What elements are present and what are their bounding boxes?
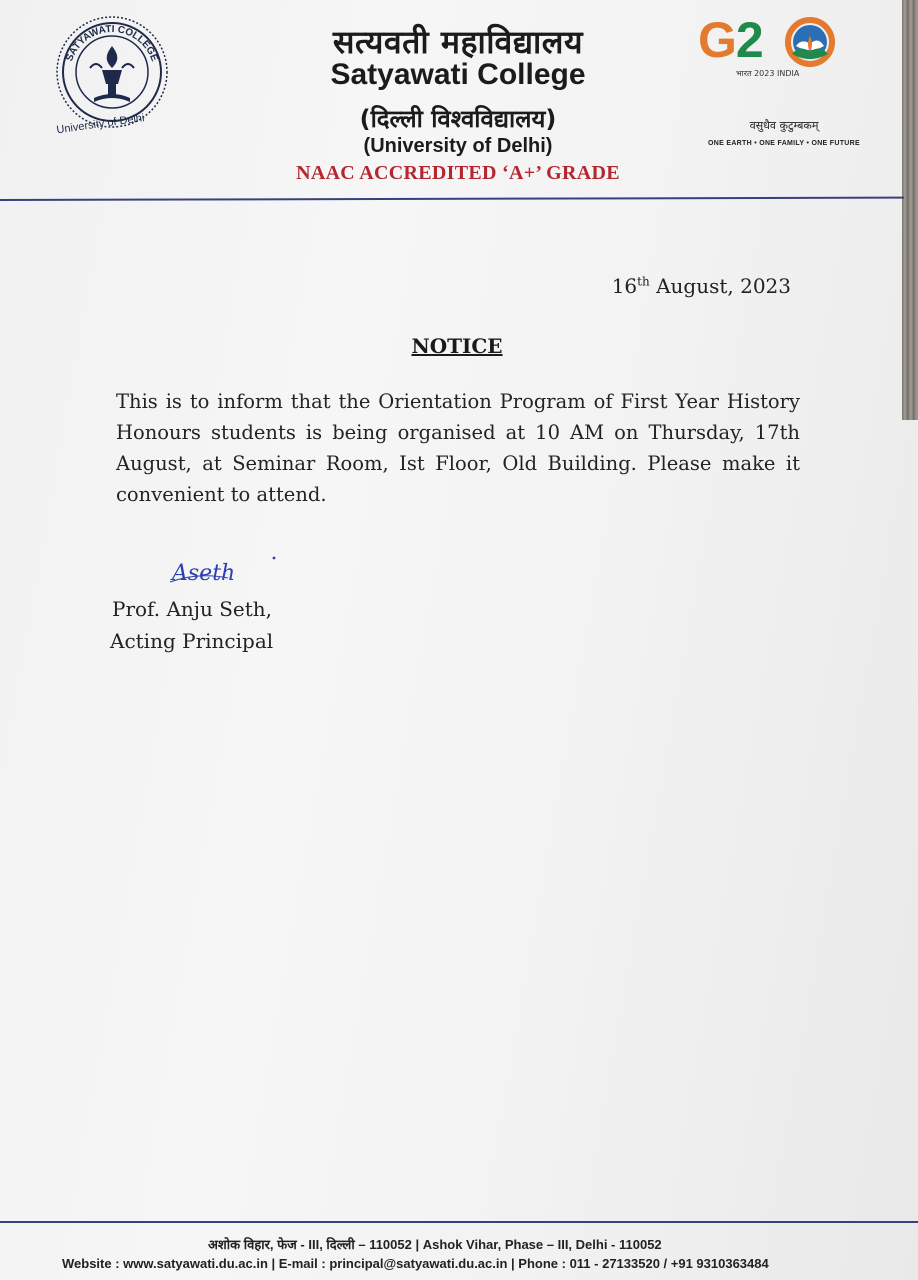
g20-globe-lotus-icon bbox=[782, 14, 838, 70]
signer-title: Acting Principal bbox=[110, 629, 274, 653]
university-name: (University of Delhi) bbox=[363, 135, 553, 157]
g20-logo bbox=[684, 10, 884, 150]
college-name: Satyawati College bbox=[330, 58, 586, 91]
accreditation-line: NAAC ACCREDITED ‘A+’ GRADE bbox=[296, 162, 620, 184]
g20-motto-hindi: वसुधैव कुटुम्बकम् bbox=[749, 119, 819, 132]
svg-text:Aseth: Aseth bbox=[172, 561, 236, 586]
emblem-ring-text-bottom: University of Delhi bbox=[55, 112, 146, 137]
signature-mark bbox=[168, 552, 288, 592]
notice-heading: NOTICE bbox=[411, 334, 503, 358]
college-emblem-icon bbox=[52, 12, 172, 137]
footer-address: अशोक विहार, फेज - III, दिल्ली – 110052 | Ashok Vihar, Phase – III, Delhi - 110052 bbox=[208, 1237, 662, 1252]
footer-contact: Website : www.satyawati.du.ac.in | E-mail : principal@satyawati.du.ac.in | Phone : 011 - 27133520 / +91 9310363484 bbox=[62, 1256, 769, 1271]
footer-divider bbox=[0, 1221, 918, 1223]
college-name-hindi: सत्यवती महाविद्यालय bbox=[332, 23, 584, 61]
g20-motto: ONE EARTH • ONE FAMILY • ONE FUTURE bbox=[708, 140, 860, 147]
university-name-hindi: (दिल्ली विश्वविद्यालय) bbox=[359, 105, 557, 133]
emblem-ring-text-top: SATYAWATI COLLEGE bbox=[64, 23, 160, 63]
header-divider bbox=[0, 197, 904, 201]
g20-sub-label: भारत 2023 INDIA bbox=[736, 69, 800, 78]
notice-date: 16th August, 2023 bbox=[611, 274, 791, 298]
notice-body: This is to inform that the Orientation Program of First Year History Honours students is being organised at 10 AM on Thursday, 17th August, at Seminar Room, Ist Floor, Old Building. Please make it convenient to attend. bbox=[116, 390, 800, 506]
signer-name: Prof. Anju Seth, bbox=[112, 597, 273, 621]
g20-wordmark: G2 bbox=[698, 12, 763, 68]
